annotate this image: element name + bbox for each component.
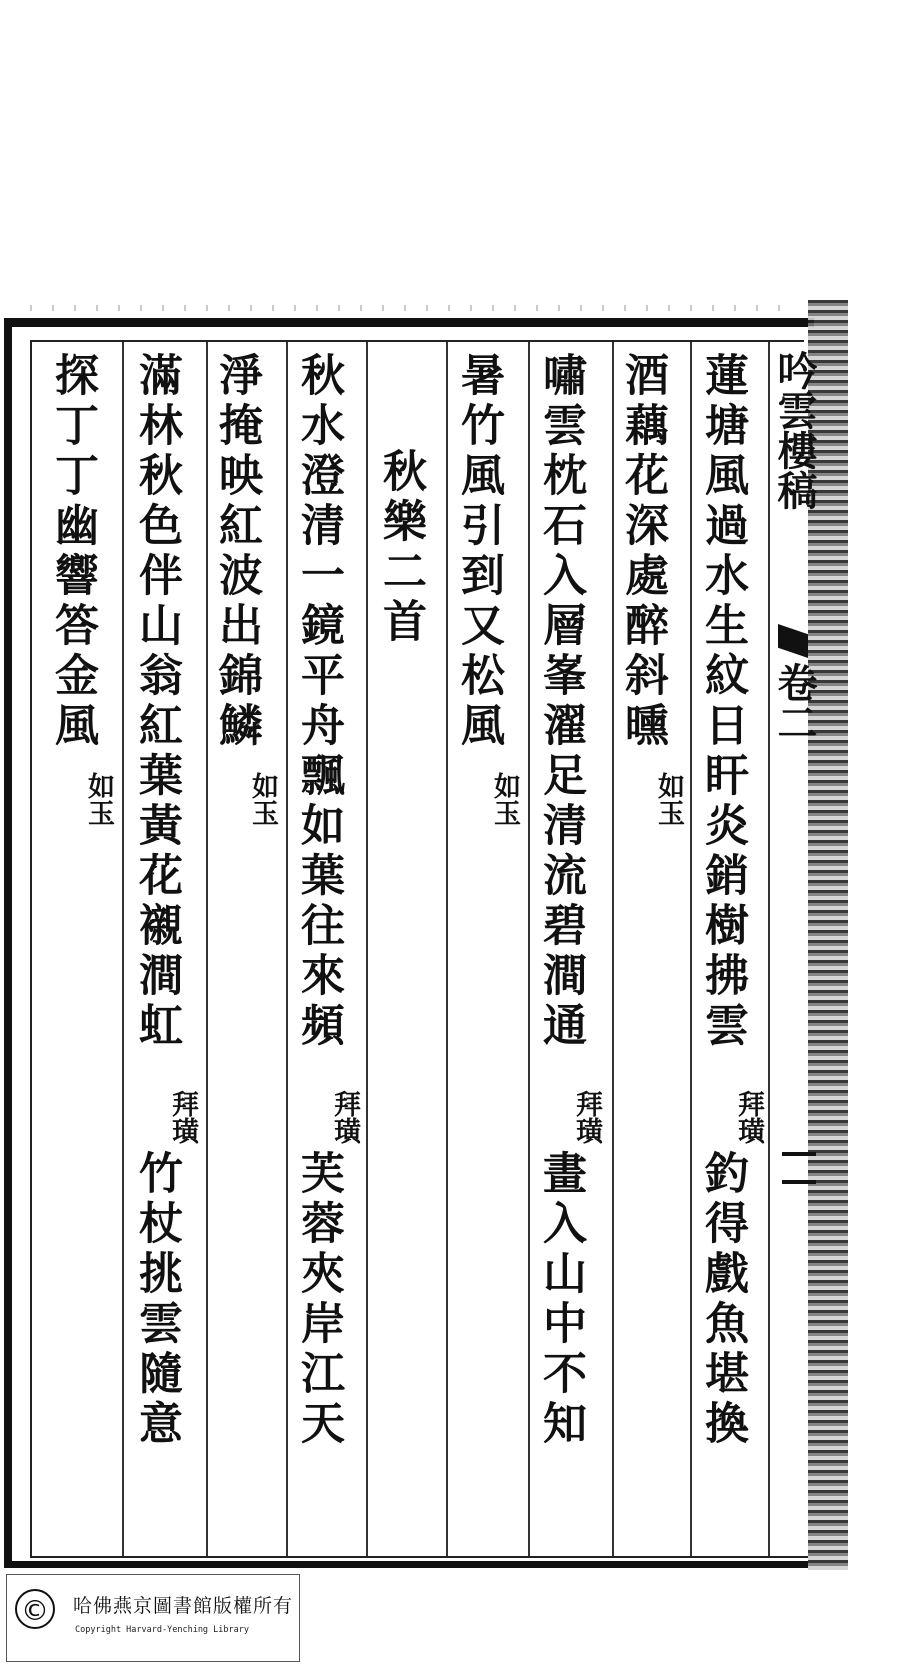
top-border bbox=[4, 318, 814, 327]
author-note: 拜璜 bbox=[571, 1090, 602, 1144]
column-divider bbox=[690, 342, 692, 1556]
column-divider bbox=[286, 342, 288, 1556]
author-note: 如玉 bbox=[83, 772, 114, 826]
banxin-page-mark bbox=[782, 1152, 816, 1184]
author-note: 如玉 bbox=[489, 772, 520, 826]
text-column: 探丁丁幽響答金風 bbox=[47, 352, 98, 752]
text-column: 畫入山中不知 bbox=[535, 1150, 586, 1450]
copyright-english: Copyright Harvard-Yenching Library bbox=[75, 1625, 249, 1635]
inner-left-border bbox=[30, 340, 32, 1556]
author-note: 拜璜 bbox=[733, 1090, 764, 1144]
column-divider bbox=[122, 342, 124, 1556]
text-column: 秋水澄清一鏡平舟飄如葉往來頻 bbox=[293, 352, 344, 1052]
banxin-divider bbox=[768, 342, 770, 1556]
text-column: 芙蓉夾岸江天 bbox=[293, 1150, 344, 1450]
inner-bottom-border bbox=[30, 1556, 808, 1558]
text-column: 暑竹風引到又松風 bbox=[453, 352, 504, 752]
copyright-icon: © bbox=[15, 1589, 55, 1629]
column-divider bbox=[446, 342, 448, 1556]
author-note: 如玉 bbox=[247, 772, 278, 826]
copyright-chinese: 哈佛燕京圖書館版權所有 bbox=[73, 1595, 294, 1617]
text-column: 蓮塘風過水生紋日盰炎銷樹拂雲 bbox=[697, 352, 748, 1052]
column-divider bbox=[206, 342, 208, 1556]
top-print-specks bbox=[30, 305, 790, 311]
column-divider bbox=[528, 342, 530, 1556]
banxin-volume: 卷二 bbox=[771, 662, 818, 742]
poem-title: 秋樂二首 bbox=[375, 448, 426, 648]
text-column: 酒藕花深處醉斜曛 bbox=[617, 352, 668, 752]
author-note: 拜璜 bbox=[329, 1090, 360, 1144]
text-column: 淨掩映紅波出錦鱗 bbox=[211, 352, 262, 752]
column-divider bbox=[366, 342, 368, 1556]
text-column: 釣得戲魚堪換 bbox=[697, 1150, 748, 1450]
text-column: 竹杖挑雲隨意 bbox=[131, 1150, 182, 1450]
author-note: 如玉 bbox=[653, 772, 684, 826]
banxin-title: 吟雲樓稿 bbox=[771, 350, 818, 510]
text-column: 滿林秋色伴山翁紅葉黃花襯澗虹 bbox=[131, 352, 182, 1052]
inner-top-border bbox=[32, 340, 804, 342]
copyright-stamp bbox=[6, 1574, 300, 1662]
text-column: 嘯雲枕石入層峯濯足清流碧澗通 bbox=[535, 352, 586, 1052]
column-divider bbox=[612, 342, 614, 1556]
author-note: 拜璜 bbox=[167, 1090, 198, 1144]
